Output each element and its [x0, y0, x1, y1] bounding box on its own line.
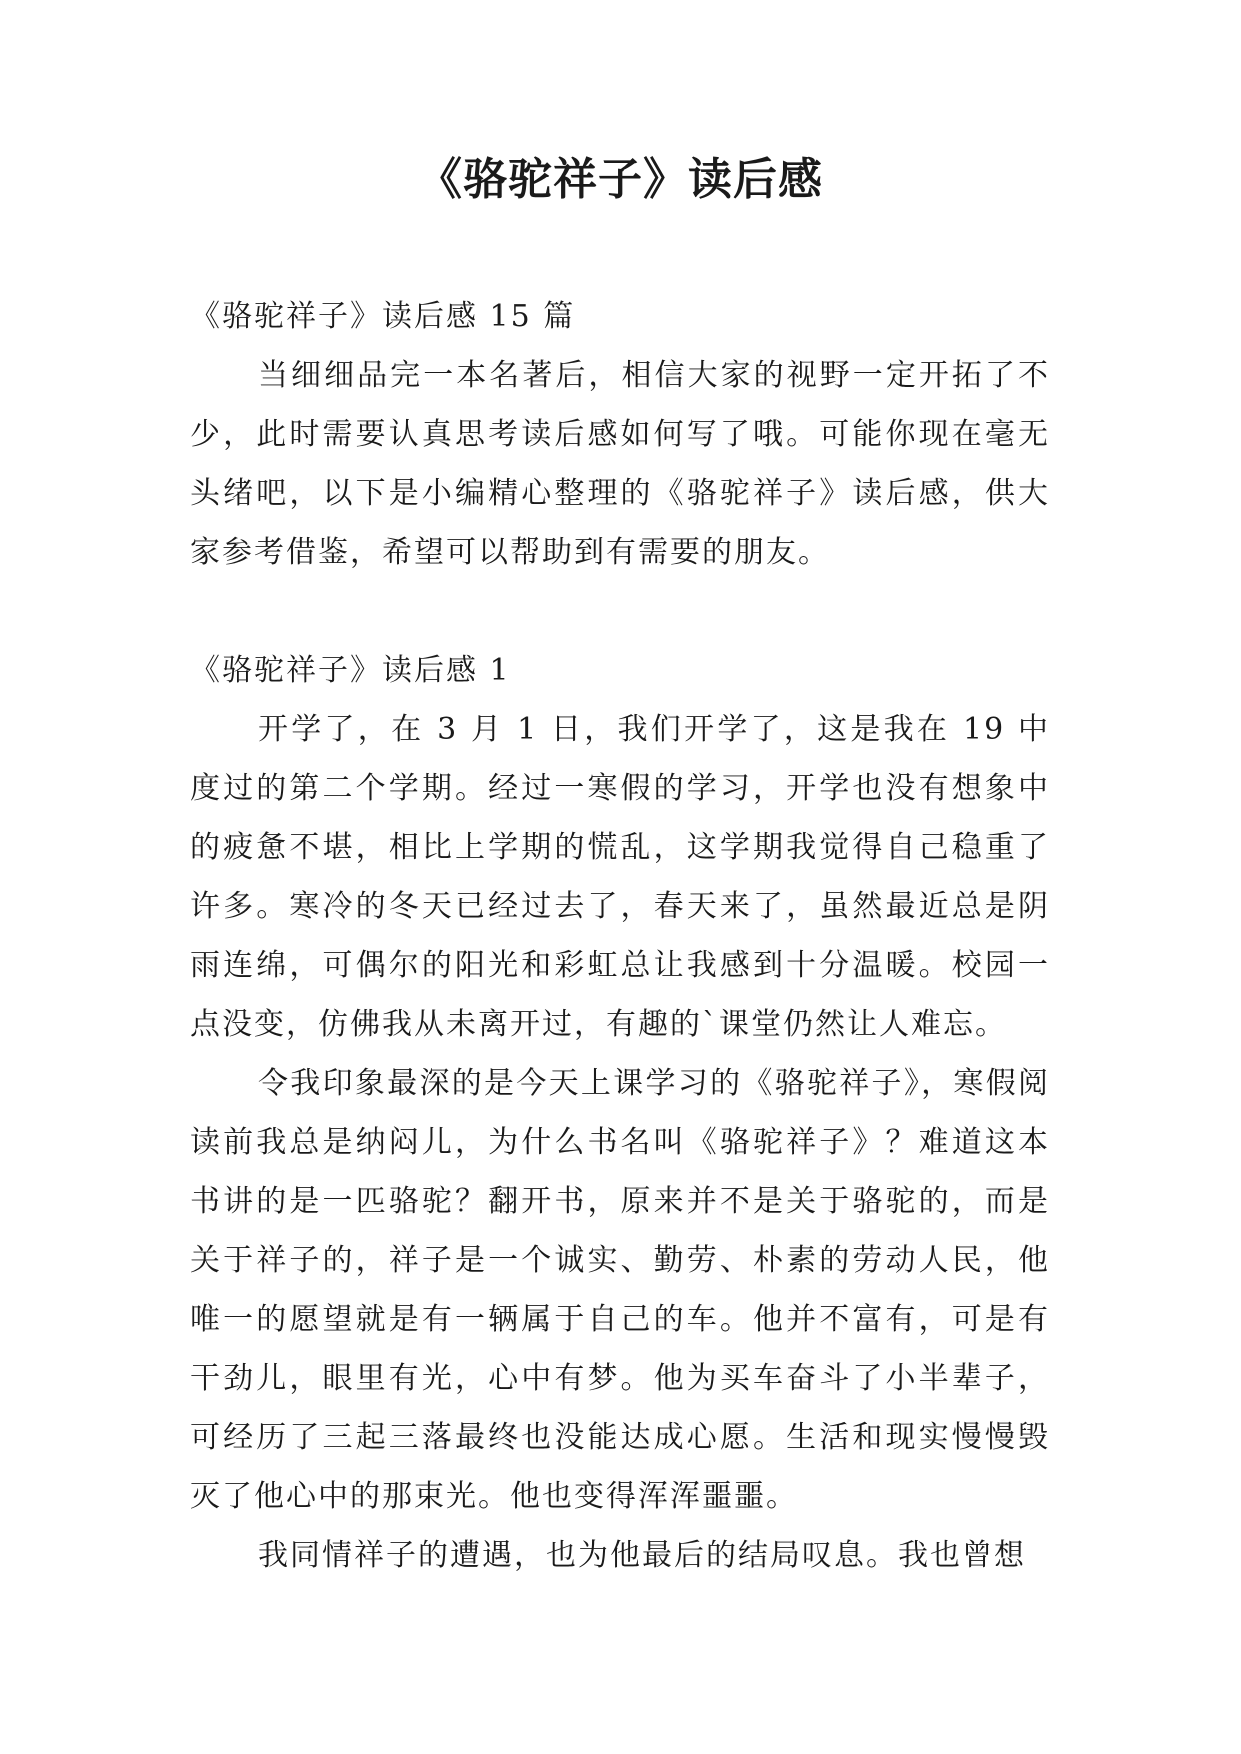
body-paragraph: 我同情祥子的遭遇，也为他最后的结局叹息。我也曾想	[258, 1538, 1026, 1573]
document-body	[190, 287, 1050, 1585]
body-paragraph: 开学了，在 3 月 1 日，我们开学了，这是我在 19 中度过的第二个学期。经过一寒假的学习，开学也没有想象中的疲惫不堪，相比上学期的慌乱，这学期我觉得自己稳重了许多。寒冷的冬天已经过去了，春天来了，虽然最近总是阴雨连绵，可偶尔的阳光和彩虹总让我感到十分温暖。校园一点没变，仿佛我从未离开过，有趣的`课堂仍然让人难忘。	[190, 712, 1050, 1042]
section-heading: 《骆驼祥子》读后感 1	[190, 653, 511, 688]
page-title: 《骆驼祥子》读后感	[418, 154, 823, 205]
body-paragraph: 令我印象最深的是今天上课学习的《骆驼祥子》，寒假阅读前我总是纳闷儿，为什么书名叫《骆驼祥子》？难道这本书讲的是一匹骆驼？翻开书，原来并不是关于骆驼的，而是关于祥子的，祥子是一个诚实、勤劳、朴素的劳动人民，他唯一的愿望就是有一辆属于自己的车。他并不富有，可是有干劲儿，眼里有光，心中有梦。他为买车奋斗了小半辈子，可经历了三起三落最终也没能达成心愿。生活和现实慢慢毁灭了他心中的那束光。他也变得浑浑噩噩。	[190, 1066, 1050, 1514]
collection-heading: 《骆驼祥子》读后感 15 篇	[190, 299, 576, 334]
section-spacer	[190, 582, 1050, 641]
intro-paragraph: 当细细品完一本名著后，相信大家的视野一定开拓了不少，此时需要认真思考读后感如何写了哦。可能你现在毫无头绪吧，以下是小编精心整理的《骆驼祥子》读后感，供大家参考借鉴，希望可以帮助到有需要的朋友。	[190, 358, 1050, 570]
